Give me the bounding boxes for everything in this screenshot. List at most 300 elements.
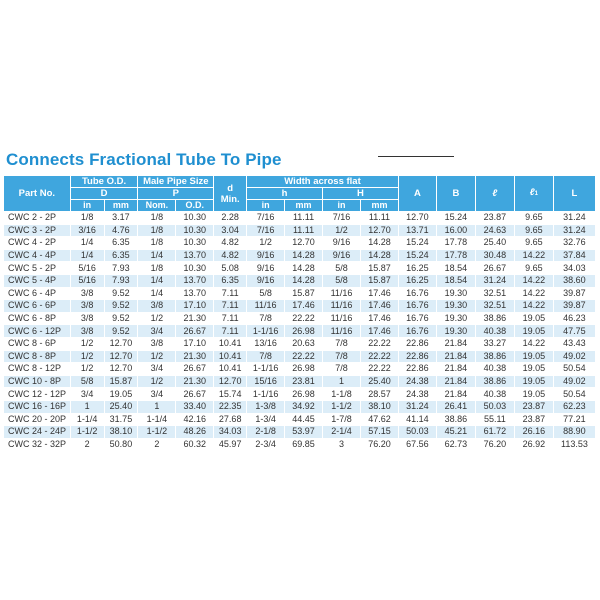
table-cell: 1/8 <box>138 212 176 225</box>
table-cell: 9.52 <box>104 325 138 338</box>
table-cell: 6.35 <box>104 249 138 262</box>
header-d-min <box>214 176 247 212</box>
table-cell: 12.70 <box>398 212 436 225</box>
table-cell: 1/8 <box>70 212 104 225</box>
table-cell: 2 <box>138 438 176 451</box>
table-cell: 21.84 <box>436 337 475 350</box>
table-cell: 3.17 <box>104 212 138 225</box>
table-cell: 28.57 <box>360 388 398 401</box>
part-number-cell: CWC 8 - 12P <box>4 363 71 376</box>
part-number-cell: CWC 3 - 2P <box>4 224 71 237</box>
table-cell: 14.28 <box>285 274 323 287</box>
table-cell: 1/2 <box>247 237 285 250</box>
part-number-cell: CWC 12 - 12P <box>4 388 71 401</box>
table-cell: 19.30 <box>436 325 475 338</box>
table-cell: 32.51 <box>475 287 514 300</box>
table-cell: 1-1/2 <box>323 400 361 413</box>
table-cell: 38.86 <box>436 413 475 426</box>
table-cell: 38.86 <box>475 312 514 325</box>
table-cell: 39.87 <box>553 287 595 300</box>
table-cell: 7.11 <box>214 312 247 325</box>
table-cell: 7/16 <box>247 224 285 237</box>
table-cell: 1/2 <box>70 337 104 350</box>
table-cell: 5/8 <box>323 274 361 287</box>
table-cell: 7.11 <box>214 287 247 300</box>
table-cell: 9.52 <box>104 300 138 313</box>
table-cell: 9.65 <box>514 224 553 237</box>
table-cell: 38.60 <box>553 274 595 287</box>
table-cell: 21.84 <box>436 375 475 388</box>
table-cell: 3 <box>323 438 361 451</box>
table-cell: 17.46 <box>360 287 398 300</box>
table-cell: 11/16 <box>323 312 361 325</box>
table-cell: 31.24 <box>398 400 436 413</box>
table-cell: 48.26 <box>176 426 214 439</box>
table-cell: 1-1/2 <box>70 426 104 439</box>
table-cell: 15.87 <box>360 274 398 287</box>
table-cell: 22.22 <box>285 350 323 363</box>
table-cell: 10.41 <box>214 337 247 350</box>
table-cell: 11.11 <box>285 224 323 237</box>
table-cell: 25.40 <box>360 375 398 388</box>
header-l1 <box>514 176 553 212</box>
header-l1-symbol: ℓ <box>529 187 535 198</box>
table-cell: 26.98 <box>285 363 323 376</box>
header-part-no: Part No. <box>4 176 71 212</box>
header-h-large: H <box>323 188 399 200</box>
table-cell: 19.30 <box>436 287 475 300</box>
page-title: Connects Fractional Tube To Pipe <box>6 150 282 169</box>
table-cell: 14.28 <box>285 249 323 262</box>
table-cell: 11.11 <box>285 212 323 225</box>
table-cell: 40.38 <box>475 325 514 338</box>
table-cell: 16.76 <box>398 300 436 313</box>
table-cell: 13.70 <box>176 249 214 262</box>
table-cell: 1/8 <box>138 224 176 237</box>
table-cell: 10.41 <box>214 350 247 363</box>
table-row <box>4 350 596 363</box>
part-number-cell: CWC 20 - 20P <box>4 413 71 426</box>
table-row <box>4 237 596 250</box>
table-cell: 62.73 <box>436 438 475 451</box>
table-cell: 14.22 <box>514 287 553 300</box>
table-cell: 18.54 <box>436 274 475 287</box>
table-cell: 25.40 <box>475 237 514 250</box>
table-cell: 3/8 <box>70 300 104 313</box>
table-cell: 10.30 <box>176 224 214 237</box>
table-cell: 6.35 <box>214 274 247 287</box>
table-cell: 1/8 <box>138 237 176 250</box>
table-cell: 3/8 <box>70 312 104 325</box>
table-cell: 18.54 <box>436 262 475 275</box>
table-row <box>4 212 596 225</box>
table-cell: 5/8 <box>247 287 285 300</box>
table-cell: 19.05 <box>514 312 553 325</box>
table-cell: 57.15 <box>360 426 398 439</box>
table-cell: 22.86 <box>398 363 436 376</box>
table-cell: 34.03 <box>214 426 247 439</box>
table-cell: 17.46 <box>360 300 398 313</box>
table-cell: 3.04 <box>214 224 247 237</box>
table-cell: 19.05 <box>514 388 553 401</box>
table-cell: 1-7/8 <box>323 413 361 426</box>
table-cell: 14.28 <box>360 249 398 262</box>
part-number-cell: CWC 8 - 6P <box>4 337 71 350</box>
table-cell: 1-3/4 <box>247 413 285 426</box>
table-cell: 1/4 <box>70 249 104 262</box>
table-cell: 22.22 <box>360 363 398 376</box>
table-cell: 24.38 <box>398 375 436 388</box>
part-number-cell: CWC 8 - 8P <box>4 350 71 363</box>
table-cell: 1/2 <box>138 375 176 388</box>
table-cell: 14.22 <box>514 337 553 350</box>
table-cell: 9.65 <box>514 262 553 275</box>
table-cell: 11/16 <box>323 300 361 313</box>
table-cell: 43.43 <box>553 337 595 350</box>
table-cell: 22.86 <box>398 350 436 363</box>
table-cell: 7/8 <box>323 350 361 363</box>
table-cell: 16.76 <box>398 287 436 300</box>
table-row <box>4 325 596 338</box>
header-b: B <box>436 176 475 212</box>
table-cell: 7/8 <box>247 312 285 325</box>
table-cell: 15.24 <box>398 237 436 250</box>
header-d: d <box>227 182 234 194</box>
part-number-cell: CWC 24 - 24P <box>4 426 71 439</box>
subheader-in: in <box>323 200 361 212</box>
table-cell: 16.76 <box>398 325 436 338</box>
table-cell: 17.78 <box>436 249 475 262</box>
table-cell: 38.86 <box>475 350 514 363</box>
table-cell: 31.24 <box>475 274 514 287</box>
table-cell: 19.05 <box>104 388 138 401</box>
table-cell: 11.11 <box>360 212 398 225</box>
table-cell: 16.25 <box>398 262 436 275</box>
subheader-in: in <box>70 200 104 212</box>
part-number-cell: CWC 10 - 8P <box>4 375 71 388</box>
table-cell: 19.30 <box>436 312 475 325</box>
table-cell: 10.30 <box>176 237 214 250</box>
table-cell: 26.98 <box>285 325 323 338</box>
table-cell: 50.03 <box>475 400 514 413</box>
table-header <box>4 176 596 212</box>
table-cell: 1/2 <box>323 224 361 237</box>
subheader-nom: Nom. <box>138 200 176 212</box>
table-cell: 14.22 <box>514 274 553 287</box>
table-row <box>4 363 596 376</box>
part-number-cell: CWC 4 - 2P <box>4 237 71 250</box>
table-cell: 2-1/4 <box>323 426 361 439</box>
table-cell: 21.30 <box>176 375 214 388</box>
header-min: Min. <box>220 193 240 205</box>
table-cell: 47.62 <box>360 413 398 426</box>
table-cell: 21.84 <box>436 388 475 401</box>
table-cell: 16.76 <box>398 312 436 325</box>
table-cell: 2-1/8 <box>247 426 285 439</box>
table-cell: 67.56 <box>398 438 436 451</box>
table-cell: 1 <box>70 400 104 413</box>
table-cell: 15.87 <box>360 262 398 275</box>
table-cell: 11/16 <box>323 287 361 300</box>
table-cell: 47.75 <box>553 325 595 338</box>
table-cell: 14.22 <box>514 249 553 262</box>
table-cell: 33.27 <box>475 337 514 350</box>
table-cell: 16.25 <box>398 274 436 287</box>
table-cell: 49.02 <box>553 350 595 363</box>
table-cell: 5/8 <box>70 375 104 388</box>
table-cell: 61.72 <box>475 426 514 439</box>
table-cell: 76.20 <box>475 438 514 451</box>
table-cell: 22.35 <box>214 400 247 413</box>
part-number-cell: CWC 16 - 16P <box>4 400 71 413</box>
table-cell: 13.70 <box>176 274 214 287</box>
table-cell: 9/16 <box>323 237 361 250</box>
table-cell: 23.81 <box>285 375 323 388</box>
table-row <box>4 262 596 275</box>
table-cell: 1 <box>323 375 361 388</box>
table-cell: 19.05 <box>514 350 553 363</box>
table-cell: 53.97 <box>285 426 323 439</box>
table-cell: 24.38 <box>398 388 436 401</box>
table-cell: 21.84 <box>436 350 475 363</box>
part-number-cell: CWC 6 - 6P <box>4 300 71 313</box>
table-cell: 25.40 <box>104 400 138 413</box>
header-big-l: L <box>553 176 595 212</box>
table-cell: 17.78 <box>436 237 475 250</box>
table-row <box>4 312 596 325</box>
table-cell: 3/8 <box>70 325 104 338</box>
table-cell: 23.87 <box>475 212 514 225</box>
table-row <box>4 388 596 401</box>
part-number-cell: CWC 2 - 2P <box>4 212 71 225</box>
table-cell: 26.92 <box>514 438 553 451</box>
table-cell: 69.85 <box>285 438 323 451</box>
table-cell: 3/4 <box>138 325 176 338</box>
spec-table <box>3 175 596 451</box>
table-cell: 9.65 <box>514 212 553 225</box>
header-h-small: h <box>247 188 323 200</box>
table-cell: 1/4 <box>70 237 104 250</box>
table-cell: 76.20 <box>360 438 398 451</box>
table-cell: 7.93 <box>104 274 138 287</box>
table-cell: 44.45 <box>285 413 323 426</box>
table-cell: 12.70 <box>285 237 323 250</box>
table-cell: 2-3/4 <box>247 438 285 451</box>
table-cell: 9.65 <box>514 237 553 250</box>
table-cell: 17.46 <box>360 312 398 325</box>
table-cell: 1-1/4 <box>70 413 104 426</box>
table-cell: 13/16 <box>247 337 285 350</box>
table-cell: 9/16 <box>247 274 285 287</box>
table-cell: 22.22 <box>285 312 323 325</box>
table-cell: 37.84 <box>553 249 595 262</box>
table-cell: 26.41 <box>436 400 475 413</box>
part-number-cell: CWC 6 - 4P <box>4 287 71 300</box>
part-number-cell: CWC 6 - 12P <box>4 325 71 338</box>
table-cell: 9.52 <box>104 312 138 325</box>
table-cell: 1/8 <box>138 262 176 275</box>
table-cell: 55.11 <box>475 413 514 426</box>
table-cell: 22.22 <box>360 337 398 350</box>
table-cell: 7.11 <box>214 300 247 313</box>
table-cell: 19.05 <box>514 375 553 388</box>
part-number-cell: CWC 6 - 8P <box>4 312 71 325</box>
table-cell: 31.24 <box>553 224 595 237</box>
table-cell: 7/16 <box>247 212 285 225</box>
table-row <box>4 274 596 287</box>
table-cell: 26.67 <box>176 325 214 338</box>
table-cell: 17.46 <box>360 325 398 338</box>
header-l: ℓ <box>475 176 514 212</box>
table-cell: 7/8 <box>247 350 285 363</box>
table-cell: 15.24 <box>436 212 475 225</box>
table-cell: 24.63 <box>475 224 514 237</box>
table-cell: 38.86 <box>475 375 514 388</box>
header-width-across-flat: Width across flat <box>247 176 399 188</box>
table-cell: 50.03 <box>398 426 436 439</box>
table-cell: 26.67 <box>176 363 214 376</box>
table-cell: 45.97 <box>214 438 247 451</box>
table-cell: 2.28 <box>214 212 247 225</box>
table-cell: 14.28 <box>360 237 398 250</box>
table-cell: 22.86 <box>398 337 436 350</box>
table-cell: 1-1/16 <box>247 363 285 376</box>
table-cell: 40.38 <box>475 388 514 401</box>
table-cell: 62.23 <box>553 400 595 413</box>
table-cell: 9.52 <box>104 287 138 300</box>
table-cell: 7/16 <box>323 212 361 225</box>
table-cell: 5/8 <box>323 262 361 275</box>
part-number-cell: CWC 4 - 4P <box>4 249 71 262</box>
table-cell: 3/8 <box>138 300 176 313</box>
table-cell: 40.38 <box>475 363 514 376</box>
table-cell: 26.67 <box>176 388 214 401</box>
table-cell: 14.28 <box>285 262 323 275</box>
table-cell: 33.40 <box>176 400 214 413</box>
table-cell: 13.70 <box>176 287 214 300</box>
table-cell: 26.98 <box>285 388 323 401</box>
table-row <box>4 413 596 426</box>
table-cell: 21.84 <box>436 363 475 376</box>
table-cell: 1 <box>138 400 176 413</box>
table-cell: 31.24 <box>553 212 595 225</box>
header-a: A <box>398 176 436 212</box>
subheader-mm: mm <box>104 200 138 212</box>
table-cell: 3/4 <box>138 363 176 376</box>
table-cell: 9/16 <box>247 262 285 275</box>
table-cell: 3/8 <box>138 337 176 350</box>
table-cell: 45.21 <box>436 426 475 439</box>
table-cell: 13.71 <box>398 224 436 237</box>
table-cell: 1/2 <box>138 312 176 325</box>
table-cell: 50.80 <box>104 438 138 451</box>
table-cell: 17.10 <box>176 337 214 350</box>
table-cell: 21.30 <box>176 312 214 325</box>
table-cell: 3/4 <box>138 388 176 401</box>
table-row <box>4 426 596 439</box>
subheader-in: in <box>247 200 285 212</box>
table-cell: 26.67 <box>475 262 514 275</box>
table-cell: 2 <box>70 438 104 451</box>
table-cell: 50.54 <box>553 363 595 376</box>
header-male-pipe-symbol: P <box>138 188 214 200</box>
table-cell: 9/16 <box>247 249 285 262</box>
table-cell: 12.70 <box>360 224 398 237</box>
table-cell: 26.16 <box>514 426 553 439</box>
table-cell: 15.74 <box>214 388 247 401</box>
table-cell: 34.92 <box>285 400 323 413</box>
table-cell: 5.08 <box>214 262 247 275</box>
table-cell: 23.87 <box>514 400 553 413</box>
table-cell: 1-3/8 <box>247 400 285 413</box>
table-cell: 11/16 <box>323 325 361 338</box>
table-cell: 1/4 <box>138 287 176 300</box>
table-cell: 7.93 <box>104 262 138 275</box>
table-cell: 17.10 <box>176 300 214 313</box>
table-cell: 3/4 <box>70 388 104 401</box>
table-cell: 38.10 <box>104 426 138 439</box>
table-cell: 15.87 <box>104 375 138 388</box>
table-cell: 10.30 <box>176 262 214 275</box>
table-cell: 1-1/8 <box>323 388 361 401</box>
table-cell: 46.23 <box>553 312 595 325</box>
table-cell: 19.05 <box>514 325 553 338</box>
table-cell: 38.10 <box>360 400 398 413</box>
table-cell: 15.24 <box>398 249 436 262</box>
table-cell: 5/16 <box>70 274 104 287</box>
table-cell: 113.53 <box>553 438 595 451</box>
table-cell: 41.14 <box>398 413 436 426</box>
table-row <box>4 249 596 262</box>
decorative-rule <box>378 156 454 157</box>
table-cell: 7/8 <box>323 363 361 376</box>
table-cell: 1/2 <box>70 350 104 363</box>
table-row <box>4 224 596 237</box>
table-cell: 16.00 <box>436 224 475 237</box>
header-tube-od: Tube O.D. <box>70 176 138 188</box>
table-cell: 3/16 <box>70 224 104 237</box>
table-cell: 12.70 <box>104 337 138 350</box>
table-cell: 32.76 <box>553 237 595 250</box>
table-cell: 1/4 <box>138 274 176 287</box>
table-cell: 1-1/16 <box>247 388 285 401</box>
table-row <box>4 287 596 300</box>
table-cell: 15.87 <box>285 287 323 300</box>
table-cell: 4.82 <box>214 237 247 250</box>
table-cell: 6.35 <box>104 237 138 250</box>
table-cell: 12.70 <box>214 375 247 388</box>
table-cell: 27.68 <box>214 413 247 426</box>
table-cell: 88.90 <box>553 426 595 439</box>
table-cell: 11/16 <box>247 300 285 313</box>
table-cell: 20.63 <box>285 337 323 350</box>
table-cell: 32.51 <box>475 300 514 313</box>
table-cell: 19.05 <box>514 363 553 376</box>
table-cell: 3/8 <box>70 287 104 300</box>
table-body <box>4 212 596 451</box>
header-tube-od-symbol: D <box>70 188 138 200</box>
table-cell: 10.41 <box>214 363 247 376</box>
header-l1-sub: 1 <box>534 191 538 197</box>
table-cell: 17.46 <box>285 300 323 313</box>
table-cell: 1-1/2 <box>138 426 176 439</box>
table-row <box>4 400 596 413</box>
table-cell: 30.48 <box>475 249 514 262</box>
header-male-pipe-size: Male Pipe Size <box>138 176 214 188</box>
table-cell: 50.54 <box>553 388 595 401</box>
table-cell: 7/8 <box>323 337 361 350</box>
table-row <box>4 337 596 350</box>
